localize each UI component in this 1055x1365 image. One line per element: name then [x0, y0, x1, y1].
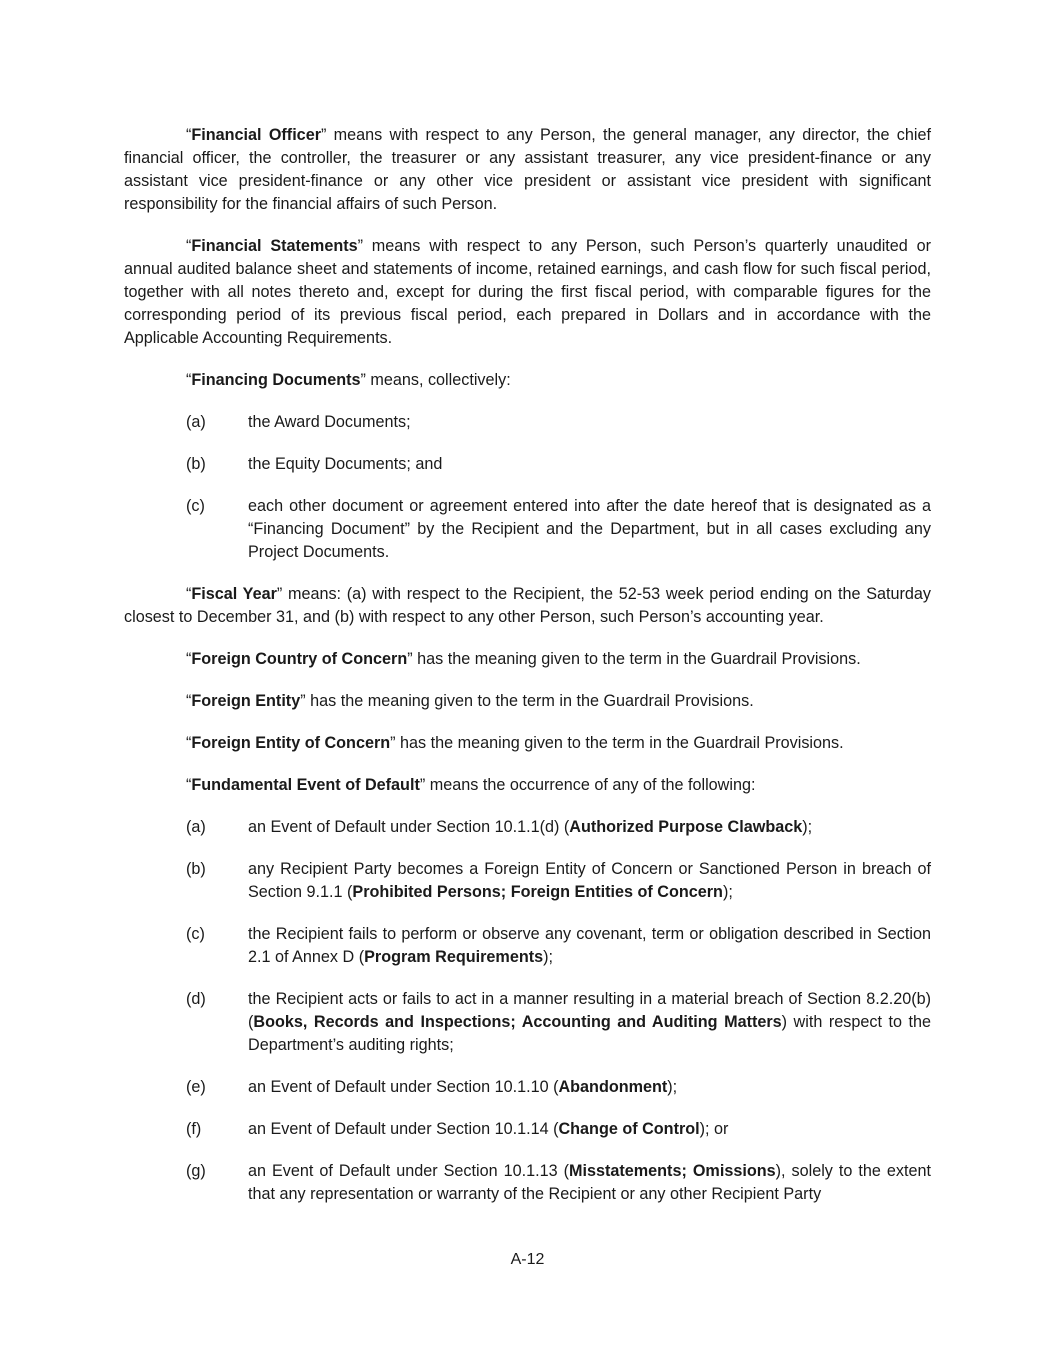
list-item: (f) an Event of Default under Section 10.1.14 (Change of Control); or — [124, 1118, 931, 1141]
list-item: (b) the Equity Documents; and — [124, 453, 931, 476]
definition-foreign-entity-of-concern: “Foreign Entity of Concern” has the meaning given to the term in the Guardrail Provisions. — [186, 734, 844, 752]
definition-financial-statements: “Financial Statements” means with respect to any Person, such Person’s quarterly unaudited or annual audited balance sheet and statements of income, retained earnings, and cash flow for such fiscal period, together with all notes thereto and, except for during the first fiscal period, with comparable figures for the corresponding period of its previous fiscal period, each prepared in Dollars and in accordance with the Applicable Accounting Requirements. — [124, 237, 931, 347]
definition-foreign-entity: “Foreign Entity” has the meaning given to the term in the Guardrail Provisions. — [186, 692, 754, 710]
list-item: (c) each other document or agreement entered into after the date hereof that is designated as a “Financing Document” by the Recipient and the Department, but in all cases excluding any Project Documents. — [186, 497, 931, 561]
defined-term: Financial Officer — [191, 126, 321, 144]
definition-financial-officer: “Financial Officer” means with respect to any Person, the general manager, any director, the chief financial officer, the controller, the treasurer or any assistant treasurer, any vice president-finance or any assistant vice president-finance or any other vice president or assistant vice president with significant responsibility for the financial affairs of such Person. — [124, 126, 931, 213]
list-item: (a) an Event of Default under Section 10.1.1(d) (Authorized Purpose Clawback); — [124, 816, 931, 839]
list-item: (a) the Award Documents; — [124, 411, 931, 434]
item-label: (d) — [186, 990, 206, 1008]
definition-fundamental-event-of-default: “Fundamental Event of Default” means the occurrence of any of the following: — [186, 776, 756, 794]
list-item: (b) any Recipient Party becomes a Foreign Entity of Concern or Sanctioned Person in breach of Section 9.1.1 (Prohibited Persons; Foreign Entities of Concern); — [186, 860, 931, 901]
list-item: (g) an Event of Default under Section 10.1.13 (Misstatements; Omissions), solely to the extent that any representation or warranty of the Recipient or any other Recipient Party — [186, 1162, 931, 1203]
list-item: (e) an Event of Default under Section 10.1.10 (Abandonment); — [124, 1076, 931, 1099]
item-label: (c) — [186, 497, 205, 515]
item-label: (a) — [186, 818, 206, 836]
list-item: (d) the Recipient acts or fails to act in a manner resulting in a material breach of Section 8.2.20(b) (Books, Records and Inspections; Accounting and Auditing Matters) with respect to the Department’s auditing rights; — [186, 990, 931, 1054]
item-label: (b) — [186, 860, 206, 878]
list-item: (c) the Recipient fails to perform or observe any covenant, term or obligation described in Section 2.1 of Annex D (Program Requirements); — [186, 925, 931, 966]
item-label: (a) — [186, 413, 206, 431]
defined-term: Foreign Country of Concern — [191, 650, 408, 668]
defined-term: Foreign Entity — [191, 692, 301, 710]
item-label: (b) — [186, 455, 206, 473]
item-label: (c) — [186, 925, 205, 943]
defined-term: Fiscal Year — [191, 585, 277, 603]
defined-term: Foreign Entity of Concern — [191, 734, 391, 752]
item-label: (e) — [186, 1078, 206, 1096]
definition-fiscal-year: “Fiscal Year” means: (a) with respect to the Recipient, the 52-53 week period ending on the Saturday closest to December 31, and (b) with respect to any other Person, such Person’s accounting year. — [124, 585, 931, 626]
item-label: (f) — [186, 1120, 202, 1138]
defined-term: Financial Statements — [191, 237, 358, 255]
definition-foreign-country-of-concern: “Foreign Country of Concern” has the meaning given to the term in the Guardrail Provisions. — [186, 650, 861, 668]
definition-financing-documents: “Financing Documents” means, collectively: — [186, 371, 511, 389]
page-number: A-12 — [510, 1251, 545, 1268]
item-label: (g) — [186, 1162, 206, 1180]
defined-term: Financing Documents — [191, 371, 361, 389]
defined-term: Fundamental Event of Default — [191, 776, 420, 794]
document-page — [124, 124, 931, 1225]
